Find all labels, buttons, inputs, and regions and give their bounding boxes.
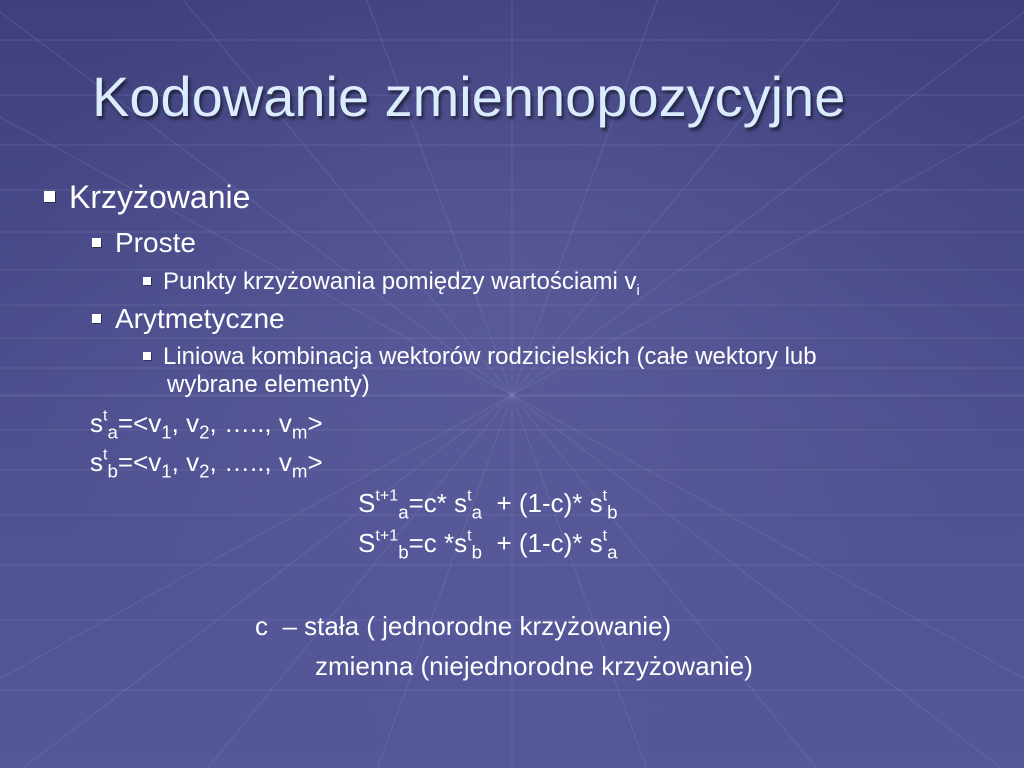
- formula-crossover-b: $S^{t+1}_b=c$ $*s^t_b + (1-c)*$ $s^t_a$: [358, 526, 618, 563]
- bullet-text: Proste: [115, 227, 196, 258]
- bullet-level1: [44, 179, 250, 216]
- bullet-text-line1: Liniowa kombinacja wektorów rodzicielskich (całe wektory lub: [163, 343, 817, 370]
- bullet-text: Krzyżowanie: [69, 179, 251, 215]
- note-line2: zmienna (niejednorodne krzyżowanie): [315, 651, 753, 681]
- note-line1: c – stała ( jednorodne krzyżowanie): [255, 611, 672, 641]
- bullet-text: Punkty krzyżowania pomiędzy wartościami v: [163, 268, 637, 295]
- formula-sa: $s^t_a=<v_1$, $v_2$, ….., $v_m>$: [90, 406, 323, 443]
- formula-sb: $s^t_b=<v_1$, $v_2$, ….., $v_m>$: [90, 445, 323, 482]
- bullet-level3-punkty: [143, 268, 640, 299]
- subscript-i: i: [636, 282, 640, 299]
- square-bullet-icon: [143, 277, 151, 285]
- bullet-text: Arytmetyczne: [115, 303, 285, 334]
- square-bullet-icon: [92, 238, 101, 247]
- bullet-level2-arytmetyczne: [92, 303, 285, 335]
- bullet-level2-proste: [92, 227, 196, 259]
- bullet-text-line2: wybrane elementy): [167, 371, 370, 398]
- square-bullet-icon: [92, 314, 101, 323]
- square-bullet-icon: [44, 191, 55, 202]
- square-bullet-icon: [143, 352, 151, 360]
- formula-crossover-a: $S^{t+1}_a=c*$ $s^t_a + (1-c)*$ $s^t_b$: [358, 486, 618, 523]
- slide-title: Kodowanie zmiennopozycyjne: [92, 65, 846, 128]
- bullet-level3-liniowa: [143, 343, 817, 371]
